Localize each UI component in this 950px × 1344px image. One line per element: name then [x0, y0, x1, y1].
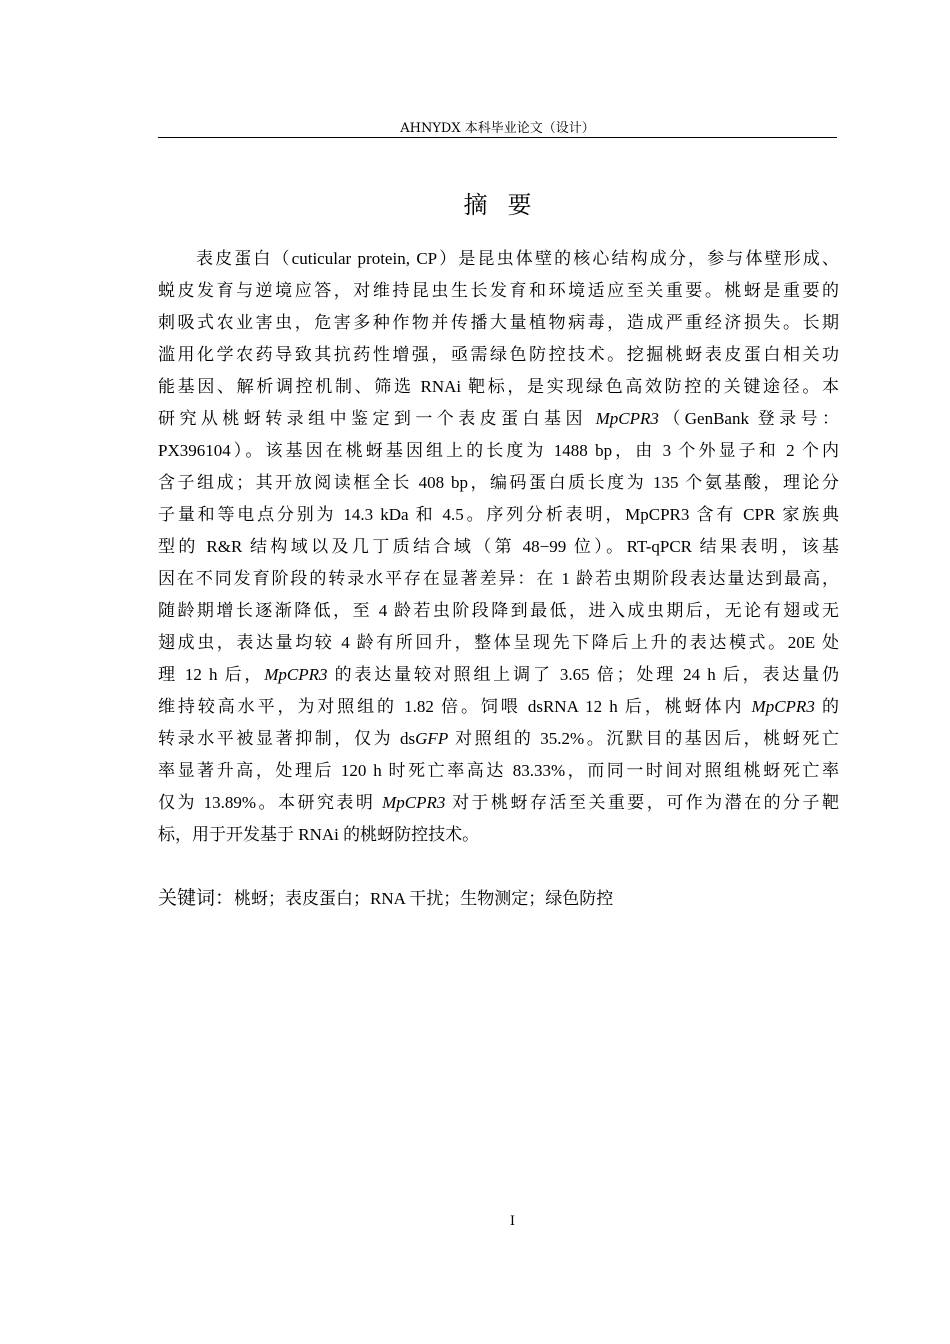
keywords — [158, 882, 837, 915]
text-run: PX396104）。该基因在桃蚜基因组上的长度为 1488 bp，由 3 个外显子和 2 个内 — [158, 441, 839, 460]
abstract-line — [158, 371, 839, 403]
text-run: 翅成虫，表达量均较 4 龄有所回升，整体呈现先下降后上升的表达模式。20E 处 — [158, 633, 839, 652]
abstract-line — [158, 659, 839, 691]
abstract-line — [158, 595, 839, 627]
text-run: 维持较高水平，为对照组的 1.82 倍。饲喂 dsRNA 12 h 后，桃蚜体内 — [158, 697, 752, 716]
text-run: 标，用于开发基于 RNAi 的桃蚜防控技术。 — [158, 825, 480, 844]
abstract-line — [158, 243, 839, 275]
text-run: 理 12 h 后， — [158, 665, 265, 684]
abstract-line — [158, 627, 839, 659]
keywords-label: 关键词： — [158, 887, 235, 909]
abstract-line — [158, 275, 839, 307]
gene-name: MpCPR3 — [382, 793, 446, 812]
abstract-line — [158, 435, 839, 467]
abstract-line — [158, 499, 839, 531]
abstract-line — [158, 531, 839, 563]
text-run: 对照组的 35.2%。沉默目的基因后，桃蚜死亡 — [448, 729, 839, 748]
abstract-line — [158, 403, 839, 435]
text-run: 能基因、解析调控机制、筛选 RNAi 靶标，是实现绿色高效防控的关键途径。本 — [158, 377, 839, 396]
abstract-line — [158, 819, 839, 851]
text-run: 研究从桃蚜转录组中鉴定到一个表皮蛋白基因 — [158, 409, 596, 428]
keywords-list: 桃蚜；表皮蛋白；RNA 干扰；生物测定；绿色防控 — [234, 889, 614, 908]
text-run: 的 — [814, 697, 839, 716]
text-run: 率显著升高，处理后 120 h 时死亡率高达 83.33%，而同一时间对照组桃蚜死亡率 — [158, 761, 839, 780]
abstract-body — [158, 243, 839, 851]
gene-name: GFP — [415, 729, 449, 748]
text-run: （GenBank 登录号： — [658, 409, 839, 428]
header-rule — [158, 137, 837, 138]
title-char-2: 要 — [507, 191, 532, 219]
text-run: 滥用化学农药导致其抗药性增强，亟需绿色防控技术。挖掘桃蚜表皮蛋白相关功 — [158, 345, 839, 364]
abstract-line — [158, 755, 839, 787]
text-run: 蜕皮发育与逆境应答，对维持昆虫生长发育和环境适应至关重要。桃蚜是重要的 — [158, 281, 839, 300]
abstract-title — [158, 188, 837, 222]
abstract-line — [158, 307, 839, 339]
abstract-line — [158, 563, 839, 595]
title-char-1: 摘 — [463, 191, 488, 219]
text-run: 对于桃蚜存活至关重要，可作为潜在的分子靶 — [445, 793, 839, 812]
text-run: 子量和等电点分别为 14.3 kDa 和 4.5。序列分析表明，MpCPR3 含有 CPR 家族典 — [158, 505, 839, 524]
text-run: 仅为 13.89%。本研究表明 — [158, 793, 383, 812]
abstract-line — [158, 467, 839, 499]
abstract-line — [158, 723, 839, 755]
text-run: 转录水平被显著抑制，仅为 ds — [158, 729, 416, 748]
gene-name: MpCPR3 — [264, 665, 328, 684]
text-run: 含子组成；其开放阅读框全长 408 bp，编码蛋白质长度为 135 个氨基酸，理论分 — [158, 473, 839, 492]
text-run: 型的 R&R 结构域以及几丁质结合域（第 48−99 位）。RT-qPCR 结果表明，该基 — [158, 537, 839, 556]
running-header: AHNYDX 本科毕业论文（设计） — [400, 121, 595, 136]
abstract-line — [158, 787, 839, 819]
abstract-line — [158, 691, 839, 723]
text-run: 随龄期增长逐渐降低，至 4 龄若虫阶段降到最低，进入成虫期后，无论有翅或无 — [158, 601, 839, 620]
gene-name: MpCPR3 — [595, 409, 659, 428]
text-run: 刺吸式农业害虫，危害多种作物并传播大量植物病毒，造成严重经济损失。长期 — [158, 313, 839, 332]
text-run: 表皮蛋白（cuticular protein, CP）是昆虫体壁的核心结构成分，参与体壁形成、 — [196, 249, 839, 268]
text-run: 的表达量较对照组上调了 3.65 倍；处理 24 h 后，表达量仍 — [327, 665, 840, 684]
gene-name: MpCPR3 — [751, 697, 815, 716]
text-run: 因在不同发育阶段的转录水平存在显著差异：在 1 龄若虫期阶段表达量达到最高， — [158, 569, 839, 588]
page-number: I — [509, 1214, 516, 1229]
abstract-line — [158, 339, 839, 371]
